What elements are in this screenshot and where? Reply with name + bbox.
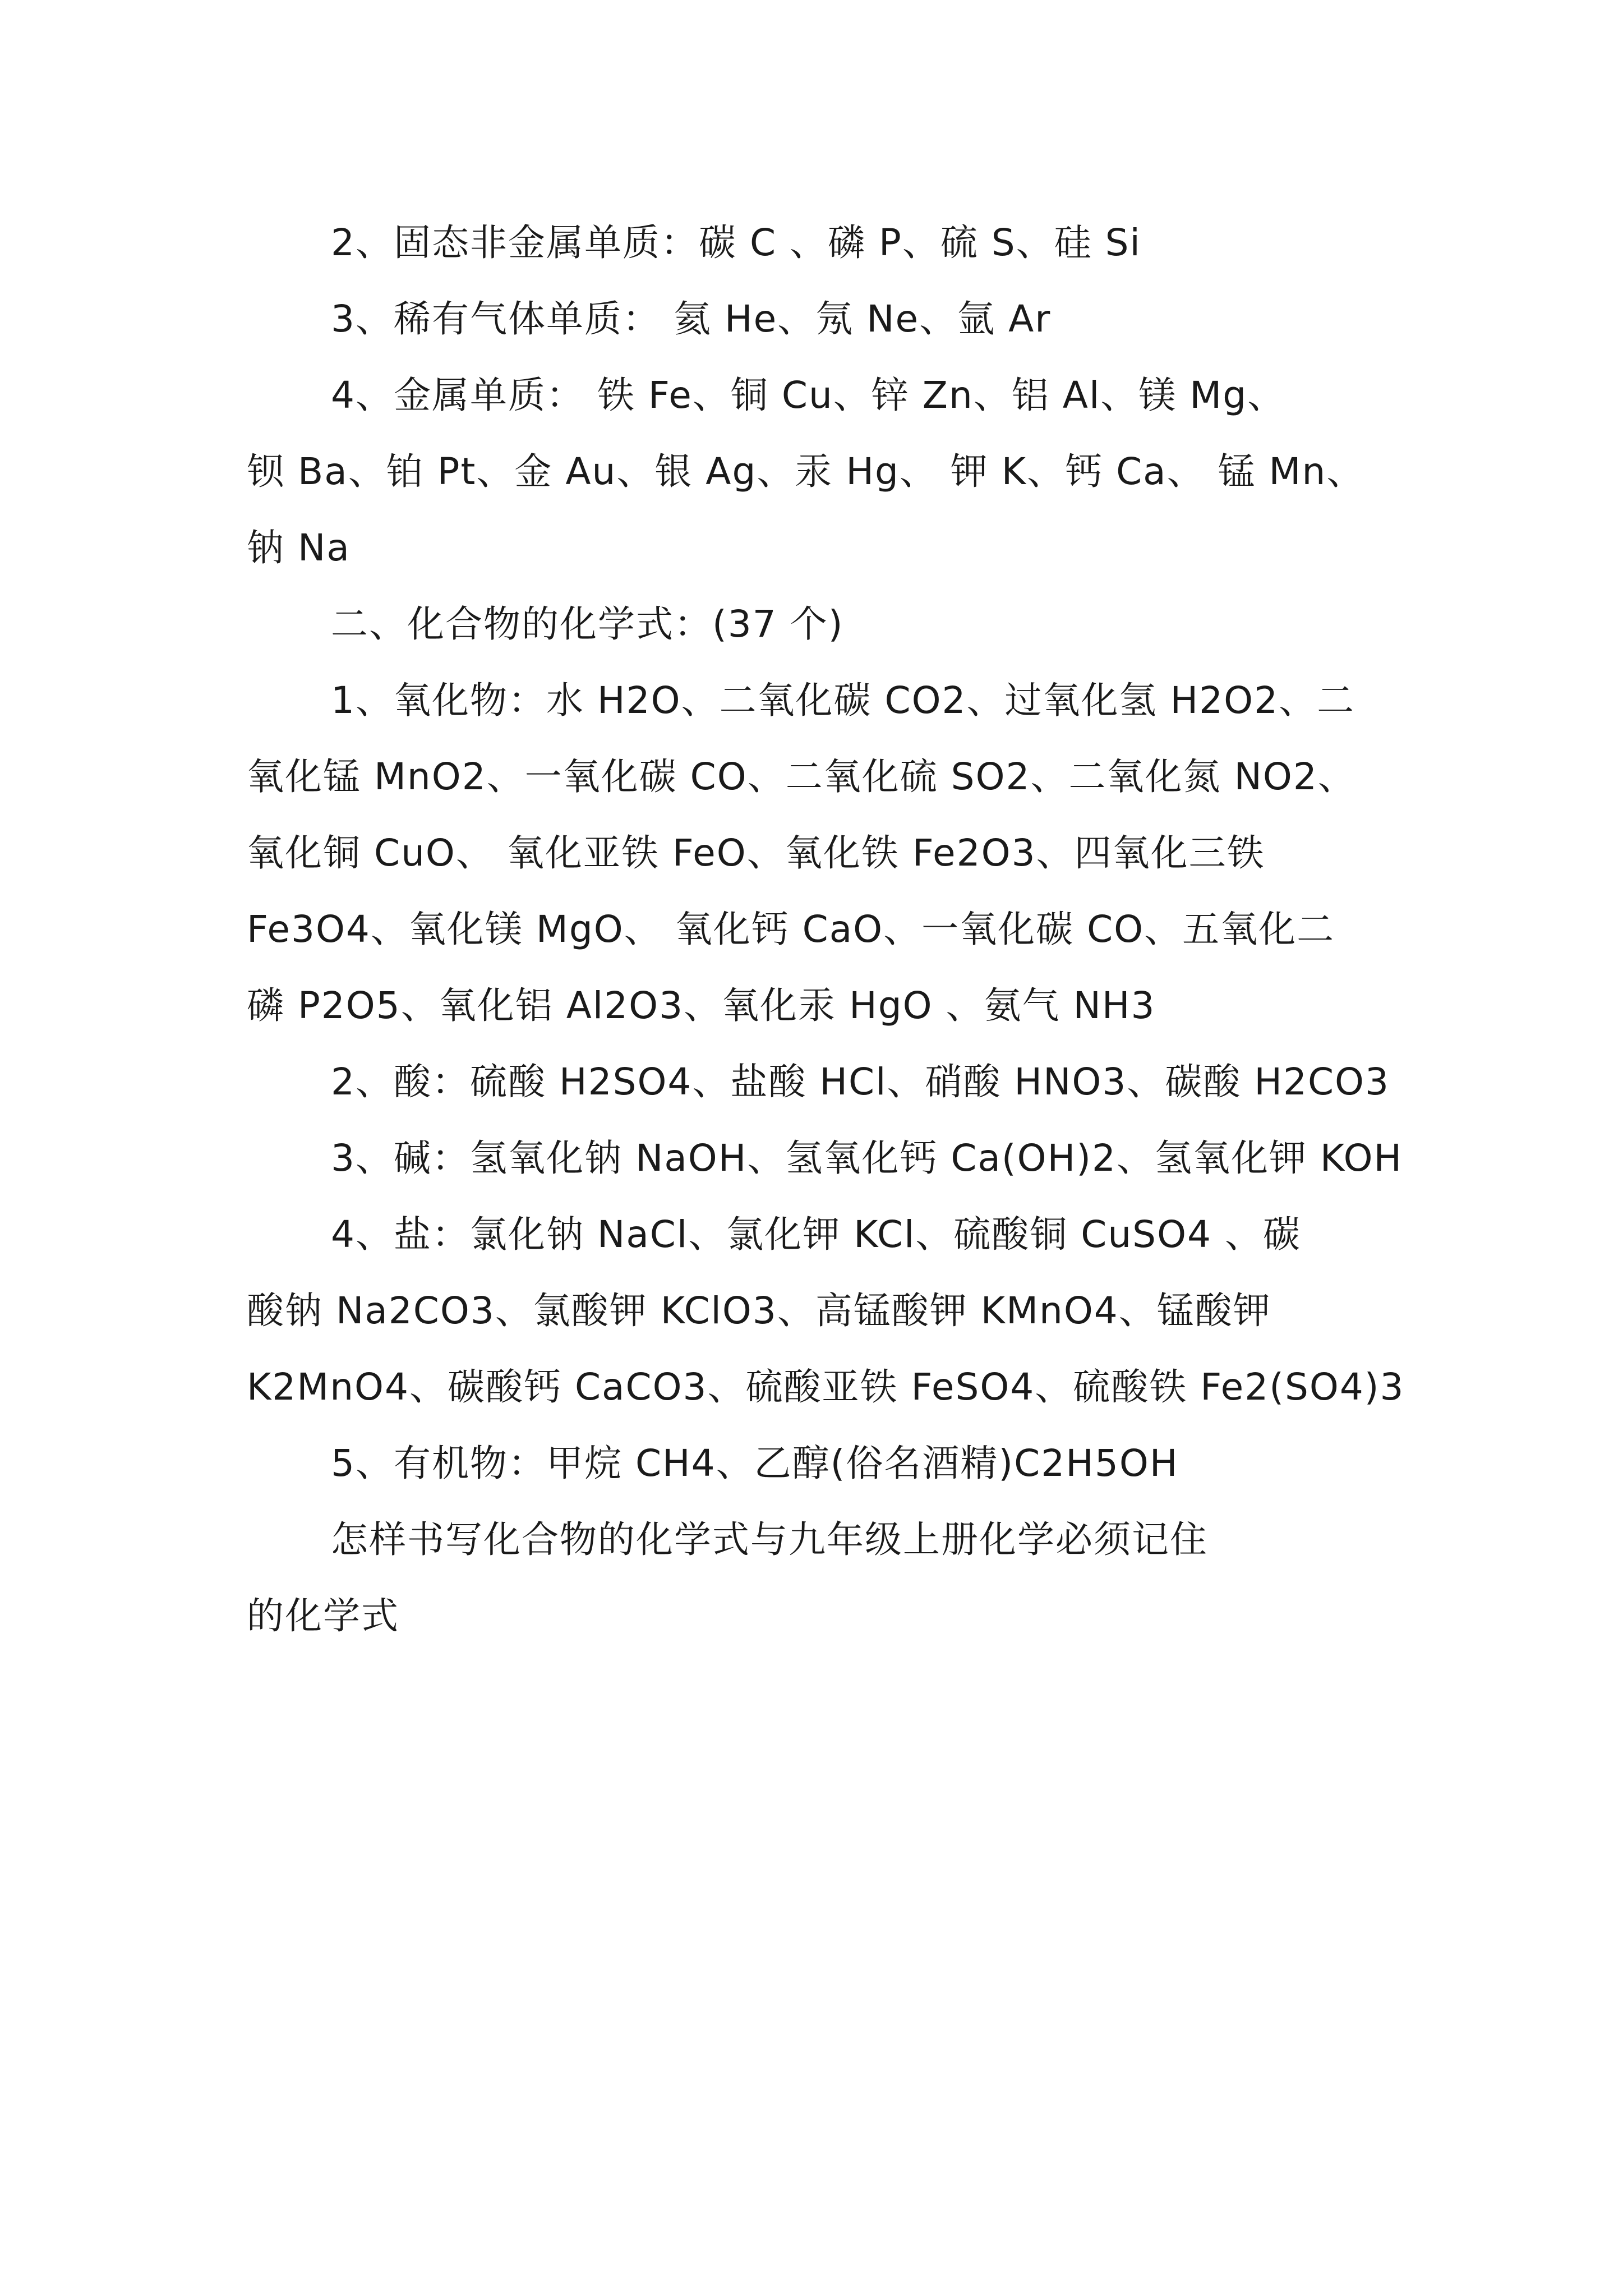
text-line: 4、金属单质： 铁 Fe、铜 Cu、锌 Zn、铝 Al、镁 Mg、 [331, 374, 1286, 417]
text-line: 怎样书写化合物的化学式与九年级上册化学必须记住 [331, 1518, 1208, 1561]
text-line: 钠 Na [247, 526, 351, 569]
text-line: 酸钠 Na2CO3、氯酸钾 KClO3、高锰酸钾 KMnO4、锰酸钾 [247, 1289, 1271, 1332]
text-line: 2、固态非金属单质：碳 C 、磷 P、硫 S、硅 Si [331, 221, 1141, 264]
text-line: 4、盐：氯化钠 NaCl、氯化钾 KCl、硫酸铜 CuSO4 、碳 [331, 1213, 1301, 1256]
text-line: 氧化锰 MnO2、一氧化碳 CO、二氧化硫 SO2、二氧化氮 NO2、 [247, 755, 1356, 798]
text-line: 的化学式 [247, 1594, 399, 1637]
text-line: 氧化铜 CuO、 氧化亚铁 FeO、氧化铁 Fe2O3、四氧化三铁 [247, 831, 1265, 875]
text-line: 2、酸：硫酸 H2SO4、盐酸 HCl、硝酸 HNO3、碳酸 H2CO3 [331, 1060, 1390, 1103]
text-line: K2MnO4、碳酸钙 CaCO3、硫酸亚铁 FeSO4、硫酸铁 Fe2(SO4)3 [247, 1365, 1405, 1409]
text-line: 3、稀有气体单质： 氦 He、氖 Ne、氩 Ar [331, 297, 1052, 341]
text-line: 钡 Ba、铂 Pt、金 Au、银 Ag、汞 Hg、 钾 K、钙 Ca、 锰 Mn、 [247, 450, 1365, 493]
text-line: 3、碱：氢氧化钠 NaOH、氢氧化钙 Ca(OH)2、氢氧化钾 KOH [331, 1137, 1403, 1180]
text-line: 磷 P2O5、氧化铝 Al2O3、氧化汞 HgO 、氨气 NH3 [247, 984, 1156, 1027]
text-line: 1、氧化物：水 H2O、二氧化碳 CO2、过氧化氢 H2O2、二 [331, 679, 1355, 722]
section-heading: 二、化合物的化学式：(37 个) [331, 602, 844, 646]
text-line: 5、有机物：甲烷 CH4、乙醇(俗名酒精)C2H5OH [331, 1442, 1179, 1485]
text-line: Fe3O4、氧化镁 MgO、 氧化钙 CaO、一氧化碳 CO、五氧化二 [247, 908, 1335, 951]
